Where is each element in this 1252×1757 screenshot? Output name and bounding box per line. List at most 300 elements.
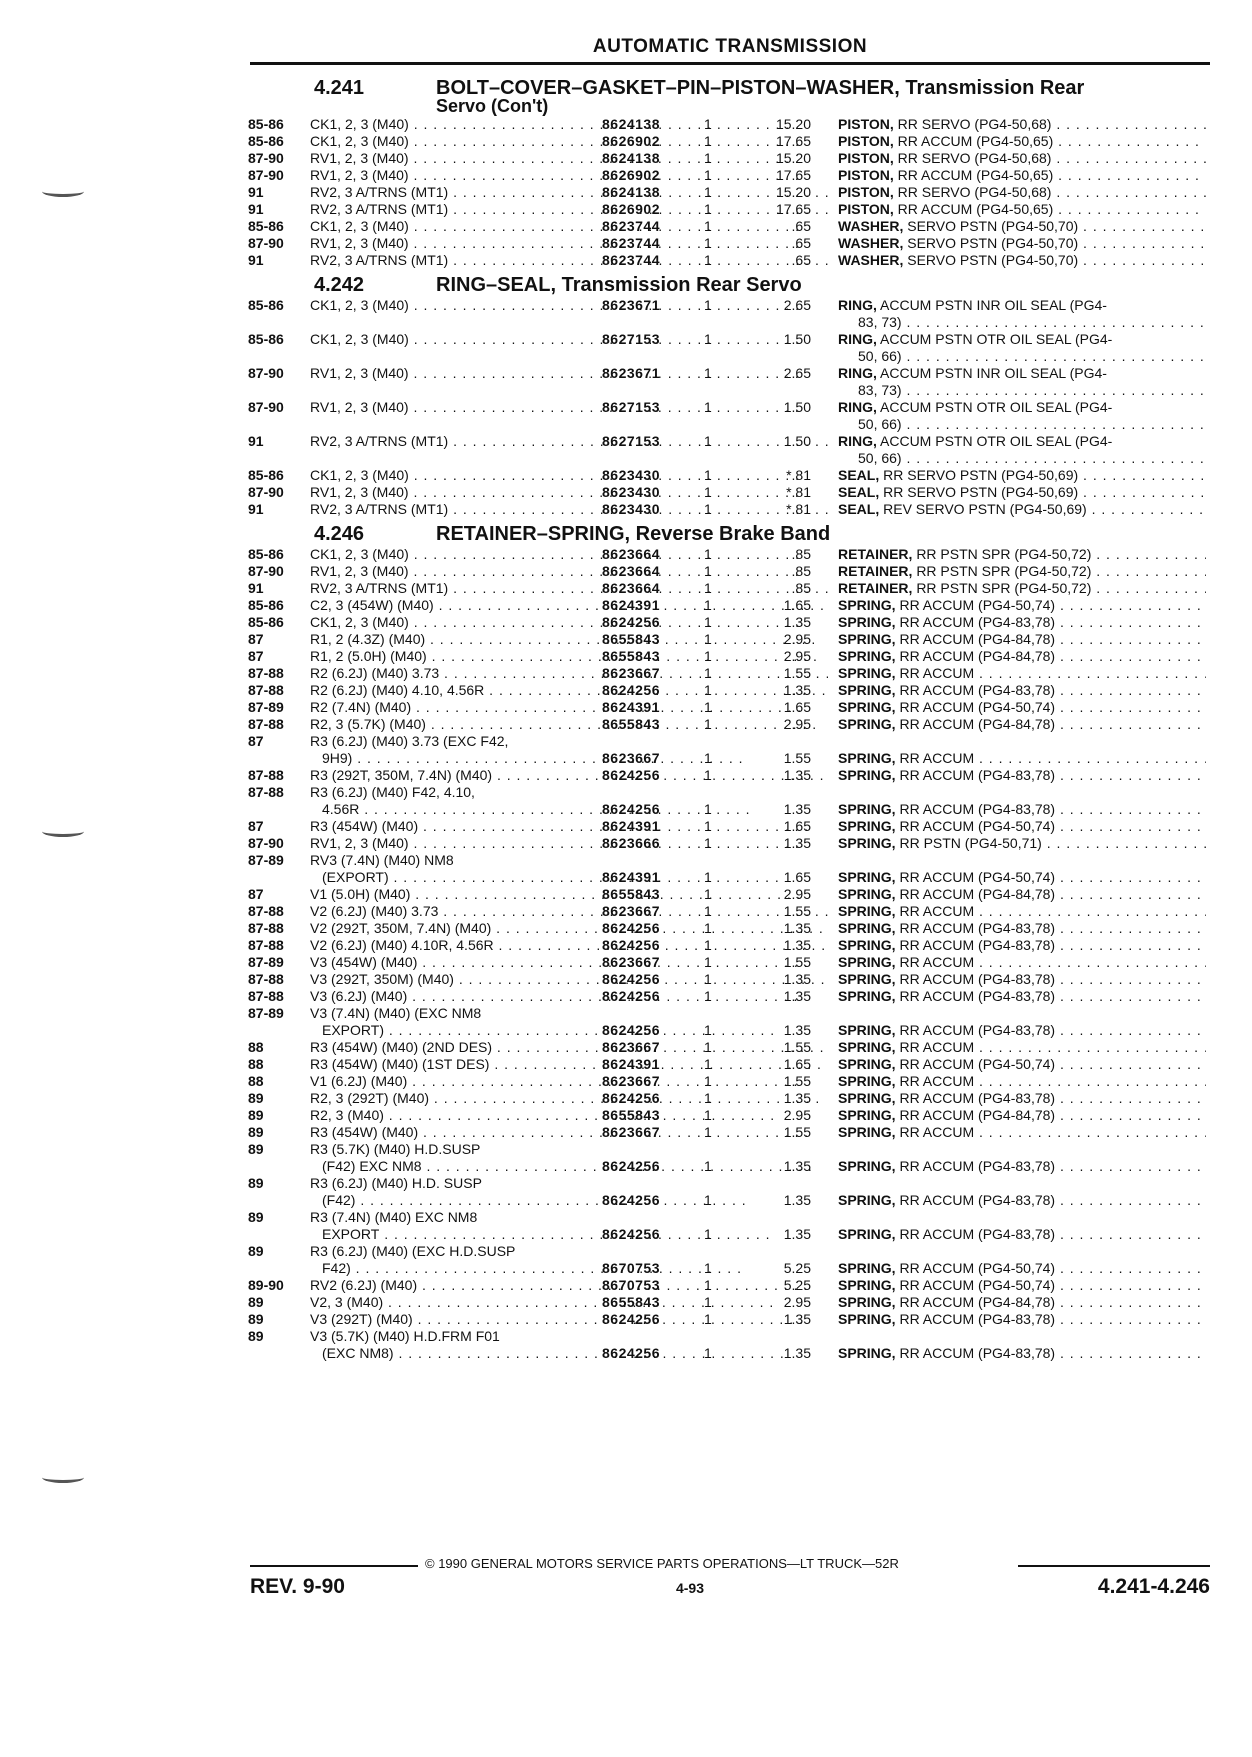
table-row <box>248 682 1213 699</box>
part-detail: SERVO PSTN (PG4-50,70) <box>907 235 1079 251</box>
price: 1.55 <box>783 1124 811 1140</box>
binder-hole-mark <box>42 186 84 197</box>
part-number: 8623744 <box>602 235 661 251</box>
part-number: 8626902 <box>602 167 661 183</box>
price: 15.20 <box>775 116 811 132</box>
model-year: 85-86 <box>248 218 284 234</box>
model-year: 87-90 <box>248 484 284 500</box>
part-name: RETAINER, <box>838 563 913 579</box>
quantity: 1 <box>704 1294 712 1310</box>
price: 15.20 <box>775 150 811 166</box>
quantity: 1 <box>704 1073 712 1089</box>
table-row <box>248 716 1213 733</box>
application: R3 (454W) (M40) (2ND DES) . . . <box>310 1039 828 1055</box>
part-number: 8624256 <box>602 1192 661 1208</box>
price: *.81 <box>786 467 811 483</box>
part-number: 8655843 <box>602 648 661 664</box>
footer-rule-right <box>1018 1565 1210 1567</box>
part-name: SPRING, <box>838 920 896 936</box>
part-description <box>838 133 1206 149</box>
part-detail: RR ACCUM (PG4-83,78) <box>899 1158 1056 1174</box>
price: 2.95 <box>783 631 811 647</box>
part-name: SPRING, <box>838 1311 896 1327</box>
application: RV1, 2, 3 (M40) . . . <box>310 835 828 851</box>
section-header <box>248 275 1213 297</box>
part-number: 8624256 <box>602 682 661 698</box>
part-number: 8624256 <box>602 1311 661 1327</box>
application: RV2, 3 A/TRNS (MT1) . . . <box>310 580 828 596</box>
part-detail: RR ACCUM (PG4-83,78) <box>899 988 1056 1004</box>
part-detail: RR ACCUM <box>899 954 975 970</box>
part-description <box>838 801 1206 817</box>
model-year: 89 <box>248 1141 264 1157</box>
table-row <box>248 116 1213 133</box>
price: 1.35 <box>783 1226 811 1242</box>
part-detail: RR ACCUM (PG4-84,78) <box>899 631 1056 647</box>
part-description <box>838 1073 1206 1089</box>
model-year: 87-88 <box>248 971 284 987</box>
application: CK1, 2, 3 (M40) . . . <box>310 116 828 132</box>
quantity: 1 <box>704 631 712 647</box>
quantity: 1 <box>704 937 712 953</box>
application-line2: (EXC NM8) . . . <box>322 1345 828 1361</box>
table-row <box>248 133 1213 150</box>
quantity: 1 <box>704 201 712 217</box>
application-line1: RV3 (7.4N) (M40) NM8 <box>310 852 454 868</box>
table-row <box>248 699 1213 716</box>
model-year: 89 <box>248 1175 264 1191</box>
table-row <box>248 252 1213 269</box>
part-detail: SERVO PSTN (PG4-50,70) <box>907 252 1079 268</box>
application-line2: EXPORT) . . . <box>322 1022 828 1038</box>
part-description-cont: 50, 66) . . . <box>858 348 1206 364</box>
part-description <box>838 631 1206 647</box>
part-name: PISTON, <box>838 184 894 200</box>
part-detail: SERVO PSTN (PG4-50,70) <box>907 218 1079 234</box>
price: 1.65 <box>783 1056 811 1072</box>
table-row <box>248 1090 1213 1107</box>
application: CK1, 2, 3 (M40) . . . <box>310 467 828 483</box>
quantity: 1 <box>704 597 712 613</box>
price: 2.95 <box>783 1294 811 1310</box>
part-number: 8655843 <box>602 1294 661 1310</box>
application: R2, 3 (292T) (M40) . . . <box>310 1090 828 1106</box>
part-number: 8655843 <box>602 886 661 902</box>
quantity: 1 <box>704 1090 712 1106</box>
part-detail: ACCUM PSTN INR OIL SEAL (PG4- <box>880 297 1107 313</box>
part-number: 8623666 <box>602 835 661 851</box>
model-year: 87-90 <box>248 835 284 851</box>
footer-revision: REV. 9-90 <box>250 1575 345 1598</box>
model-year: 87-89 <box>248 954 284 970</box>
part-description <box>838 467 1206 483</box>
price: 5.25 <box>783 1260 811 1276</box>
part-number: 8623744 <box>602 218 661 234</box>
part-name: SPRING, <box>838 971 896 987</box>
model-year: 85-86 <box>248 133 284 149</box>
part-description <box>838 1226 1206 1242</box>
part-description-cont: 50, 66) . . . <box>858 416 1206 432</box>
application: V3 (454W) (M40) . . . <box>310 954 828 970</box>
model-year: 89-90 <box>248 1277 284 1293</box>
part-number: 8624391 <box>602 699 661 715</box>
part-description <box>838 1056 1206 1072</box>
quantity: 1 <box>704 835 712 851</box>
part-number: 8623664 <box>602 546 661 562</box>
model-year: 87 <box>248 648 264 664</box>
model-year: 88 <box>248 1056 264 1072</box>
part-number: 8623667 <box>602 903 661 919</box>
table-row <box>248 1175 1213 1209</box>
part-description <box>838 433 1112 449</box>
part-name: SPRING, <box>838 716 896 732</box>
part-description <box>838 1022 1206 1038</box>
application: CK1, 2, 3 (M40) . . . <box>310 218 828 234</box>
part-name: SPRING, <box>838 937 896 953</box>
part-detail: RR SERVO (PG4-50,68) <box>897 116 1052 132</box>
model-year: 85-86 <box>248 597 284 613</box>
price: 1.35 <box>783 988 811 1004</box>
part-description <box>838 597 1206 613</box>
part-name: SPRING, <box>838 682 896 698</box>
part-detail: RR ACCUM (PG4-83,78) <box>899 1311 1056 1327</box>
part-name: SEAL, <box>838 501 880 517</box>
application: RV1, 2, 3 (M40) . . . <box>310 365 828 381</box>
application: V2 (6.2J) (M40) 3.73 . . . <box>310 903 828 919</box>
quantity: 1 <box>704 716 712 732</box>
application: RV2 (6.2J) (M40) . . . <box>310 1277 828 1293</box>
footer-page-number: 4-93 <box>675 1580 705 1596</box>
part-description <box>838 116 1206 132</box>
price: 1.35 <box>783 971 811 987</box>
part-detail: RR ACCUM (PG4-50,74) <box>899 869 1056 885</box>
part-name: SPRING, <box>838 1107 896 1123</box>
application: R3 (292T, 350M, 7.4N) (M40) . . . <box>310 767 828 783</box>
part-description <box>838 818 1206 834</box>
part-number: 8623667 <box>602 1039 661 1055</box>
application: V1 (5.0H) (M40) . . . <box>310 886 828 902</box>
table-row <box>248 733 1213 767</box>
part-number: 8624391 <box>602 597 661 613</box>
part-detail: RR ACCUM (PG4-50,65) <box>897 201 1054 217</box>
part-name: SPRING, <box>838 1294 896 1310</box>
table-row <box>248 297 1213 331</box>
part-description <box>838 1294 1206 1310</box>
table-row <box>248 852 1213 886</box>
model-year: 87-88 <box>248 682 284 698</box>
quantity: 1 <box>704 767 712 783</box>
quantity: 1 <box>704 1039 712 1055</box>
price: 17.65 <box>775 167 811 183</box>
quantity: 1 <box>704 869 712 885</box>
part-detail: RR ACCUM <box>899 750 975 766</box>
part-name: SPRING, <box>838 903 896 919</box>
part-description <box>838 201 1206 217</box>
price: .65 <box>791 235 811 251</box>
quantity: 1 <box>704 150 712 166</box>
part-detail: RR ACCUM (PG4-83,78) <box>899 937 1056 953</box>
part-name: SPRING, <box>838 767 896 783</box>
part-description-cont: 50, 66) . . . <box>858 450 1206 466</box>
model-year: 87-88 <box>248 716 284 732</box>
part-number: 8624256 <box>602 988 661 1004</box>
quantity: 1 <box>704 614 712 630</box>
model-year: 87-89 <box>248 699 284 715</box>
model-year: 89 <box>248 1328 264 1344</box>
table-row <box>248 563 1213 580</box>
part-name: RING, <box>838 331 877 347</box>
quantity: 1 <box>704 954 712 970</box>
part-name: SPRING, <box>838 886 896 902</box>
model-year: 87-90 <box>248 167 284 183</box>
table-row <box>248 648 1213 665</box>
quantity: 1 <box>704 1056 712 1072</box>
part-detail: RR ACCUM (PG4-83,78) <box>899 682 1056 698</box>
model-year: 87-88 <box>248 784 284 800</box>
table-row <box>248 937 1213 954</box>
part-description-cont: 83, 73) . . . <box>858 382 1206 398</box>
table-row <box>248 1311 1213 1328</box>
table-row <box>248 1294 1213 1311</box>
part-name: RING, <box>838 365 877 381</box>
part-description <box>838 580 1206 596</box>
section-title-line2: Servo (Con't) <box>436 96 549 116</box>
section-number: 4.242 <box>314 274 365 296</box>
model-year: 85-86 <box>248 297 284 313</box>
table-row <box>248 784 1213 818</box>
part-detail: ACCUM PSTN OTR OIL SEAL (PG4- <box>880 331 1113 347</box>
part-number: 8624256 <box>602 937 661 953</box>
application-line2: (F42) . . . <box>322 1192 828 1208</box>
part-number: 8624256 <box>602 1090 661 1106</box>
part-number: 8624256 <box>602 801 661 817</box>
part-number: 8623667 <box>602 1124 661 1140</box>
footer-copyright: © 1990 GENERAL MOTORS SERVICE PARTS OPERATIONS—LT TRUCK—52R <box>425 1556 899 1571</box>
part-name: SPRING, <box>838 1158 896 1174</box>
part-name: SEAL, <box>838 484 880 500</box>
model-year: 87-88 <box>248 920 284 936</box>
model-year: 89 <box>248 1311 264 1327</box>
part-number: 8624391 <box>602 818 661 834</box>
part-description <box>838 971 1206 987</box>
part-detail: RR ACCUM (PG4-83,78) <box>899 801 1056 817</box>
table-row <box>248 365 1213 399</box>
price: 1.35 <box>783 1090 811 1106</box>
quantity: 1 <box>704 399 712 415</box>
model-year: 87 <box>248 733 264 749</box>
table-row <box>248 1124 1213 1141</box>
part-name: RING, <box>838 297 877 313</box>
part-detail: RR ACCUM (PG4-83,78) <box>899 1022 1056 1038</box>
part-detail: RR ACCUM (PG4-83,78) <box>899 1226 1056 1242</box>
part-detail: RR ACCUM (PG4-83,78) <box>899 1345 1056 1361</box>
price: 1.50 <box>783 399 811 415</box>
part-description <box>838 767 1206 783</box>
part-number: 8624256 <box>602 1022 661 1038</box>
part-name: SPRING, <box>838 1124 896 1140</box>
quantity: 1 <box>704 801 712 817</box>
part-description <box>838 835 1206 851</box>
part-number: 8626902 <box>602 133 661 149</box>
price: 2.95 <box>783 886 811 902</box>
application: RV2, 3 A/TRNS (MT1) . . . <box>310 252 828 268</box>
part-description <box>838 869 1206 885</box>
price: 1.50 <box>783 331 811 347</box>
model-year: 87-90 <box>248 150 284 166</box>
quantity: 1 <box>704 1226 712 1242</box>
model-year: 87-90 <box>248 235 284 251</box>
section-number: 4.241 <box>314 77 365 99</box>
part-description <box>838 699 1206 715</box>
part-description <box>838 1090 1206 1106</box>
model-year: 88 <box>248 1039 264 1055</box>
quantity: 1 <box>704 218 712 234</box>
price: 1.65 <box>783 869 811 885</box>
price: 2.65 <box>783 365 811 381</box>
part-number: 8624138 <box>602 116 661 132</box>
table-row <box>248 484 1213 501</box>
model-year: 87-88 <box>248 767 284 783</box>
part-detail: RR ACCUM (PG4-84,78) <box>899 1294 1056 1310</box>
part-number: 8626902 <box>602 201 661 217</box>
part-name: SPRING, <box>838 835 896 851</box>
application: R1, 2 (5.0H) (M40) . . . <box>310 648 828 664</box>
model-year: 89 <box>248 1124 264 1140</box>
model-year: 85-86 <box>248 546 284 562</box>
part-number: 8624256 <box>602 971 661 987</box>
table-row <box>248 235 1213 252</box>
part-detail: RR ACCUM (PG4-83,78) <box>899 920 1056 936</box>
part-description <box>838 750 1206 766</box>
part-detail: RR ACCUM (PG4-50,74) <box>899 699 1056 715</box>
table-row <box>248 1328 1213 1362</box>
quantity: 1 <box>704 252 712 268</box>
model-year: 88 <box>248 1073 264 1089</box>
price: 2.95 <box>783 1107 811 1123</box>
price: *.81 <box>786 501 811 517</box>
price: .65 <box>791 252 811 268</box>
price: 1.65 <box>783 818 811 834</box>
footer-rule-left <box>250 1565 418 1567</box>
part-number: 8623430 <box>602 484 661 500</box>
part-description <box>838 988 1206 1004</box>
part-description <box>838 331 1112 347</box>
model-year: 85-86 <box>248 467 284 483</box>
quantity: 1 <box>704 1158 712 1174</box>
part-number: 8623667 <box>602 1073 661 1089</box>
application-line2: (F42) EXC NM8 . . . <box>322 1158 828 1174</box>
part-description <box>838 218 1206 234</box>
part-description <box>838 682 1206 698</box>
binder-hole-mark <box>42 826 84 837</box>
quantity: 1 <box>704 903 712 919</box>
part-name: RING, <box>838 399 877 415</box>
price: 1.50 <box>783 433 811 449</box>
part-description <box>838 563 1206 579</box>
table-row <box>248 433 1213 467</box>
part-description <box>838 1158 1206 1174</box>
part-detail: RR ACCUM <box>899 1039 975 1055</box>
part-number: 8655843 <box>602 1107 661 1123</box>
part-number: 8623667 <box>602 954 661 970</box>
price: 1.35 <box>783 1192 811 1208</box>
section-title-line1: RETAINER–SPRING, Reverse Brake Band <box>436 523 831 545</box>
quantity: 1 <box>704 235 712 251</box>
quantity: 1 <box>704 484 712 500</box>
part-description <box>838 903 1206 919</box>
part-detail: RR ACCUM <box>899 1073 975 1089</box>
part-name: WASHER, <box>838 235 904 251</box>
part-number: 8623667 <box>602 750 661 766</box>
part-description <box>838 1107 1206 1123</box>
part-name: WASHER, <box>838 218 904 234</box>
application: V3 (292T, 350M) (M40) . . . <box>310 971 828 987</box>
quantity: 1 <box>704 1260 712 1276</box>
part-description <box>838 614 1206 630</box>
part-name: SPRING, <box>838 801 896 817</box>
part-description <box>838 150 1206 166</box>
part-name: SPRING, <box>838 1073 896 1089</box>
part-number: 8624256 <box>602 1158 661 1174</box>
table-row <box>248 184 1213 201</box>
table-row <box>248 150 1213 167</box>
part-description <box>838 484 1206 500</box>
application: V1 (6.2J) (M40) . . . <box>310 1073 828 1089</box>
binder-hole-mark <box>42 1472 84 1483</box>
part-detail: RR ACCUM (PG4-83,78) <box>899 767 1056 783</box>
title-rule <box>250 62 1210 65</box>
part-detail: RR ACCUM (PG4-84,78) <box>899 1107 1056 1123</box>
part-number: 8627153 <box>602 433 661 449</box>
part-name: PISTON, <box>838 201 894 217</box>
price: 1.35 <box>783 767 811 783</box>
part-number: 8624391 <box>602 1056 661 1072</box>
table-row <box>248 920 1213 937</box>
part-number: 8623664 <box>602 580 661 596</box>
model-year: 89 <box>248 1107 264 1123</box>
table-row <box>248 665 1213 682</box>
application-line2: EXPORT . . . <box>322 1226 828 1242</box>
part-description <box>838 184 1206 200</box>
application: V3 (292T) (M40) . . . <box>310 1311 828 1327</box>
part-description <box>838 1311 1206 1327</box>
table-row <box>248 903 1213 920</box>
model-year: 87-90 <box>248 399 284 415</box>
application: V2, 3 (M40) . . . <box>310 1294 828 1310</box>
part-description <box>838 1277 1206 1293</box>
part-name: PISTON, <box>838 116 894 132</box>
part-detail: RR ACCUM (PG4-50,74) <box>899 1260 1056 1276</box>
application: V2 (6.2J) (M40) 4.10R, 4.56R . . . <box>310 937 828 953</box>
part-name: PISTON, <box>838 167 894 183</box>
part-detail: RR SERVO PSTN (PG4-50,69) <box>883 467 1079 483</box>
model-year: 85-86 <box>248 614 284 630</box>
part-name: SPRING, <box>838 954 896 970</box>
part-number: 8624256 <box>602 920 661 936</box>
model-year: 91 <box>248 580 264 596</box>
parts-listing <box>248 78 1213 1362</box>
part-detail: ACCUM PSTN OTR OIL SEAL (PG4- <box>880 433 1113 449</box>
page-title: AUTOMATIC TRANSMISSION <box>592 36 868 57</box>
application: RV2, 3 A/TRNS (MT1) . . . <box>310 201 828 217</box>
table-row <box>248 201 1213 218</box>
table-row <box>248 1005 1213 1039</box>
quantity: 1 <box>704 971 712 987</box>
table-row <box>248 1277 1213 1294</box>
part-description <box>838 297 1107 313</box>
part-number: 8623664 <box>602 563 661 579</box>
table-row <box>248 399 1213 433</box>
